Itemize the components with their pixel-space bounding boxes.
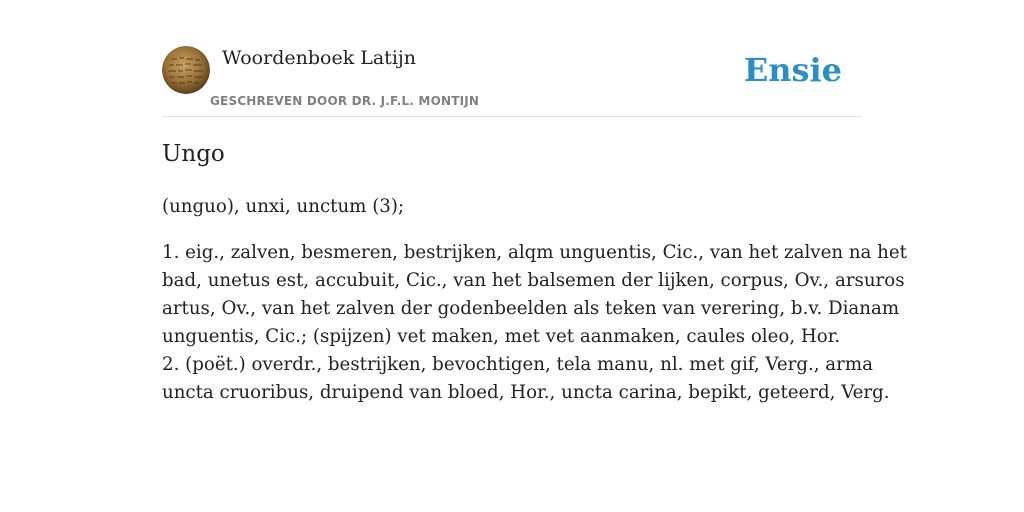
entry-headword: Ungo — [162, 141, 225, 167]
definition-line: unguentis, Cic.; (spijzen) vet maken, met vet aanmaken, caules oleo, Hor. — [162, 326, 841, 347]
site-header — [162, 0, 862, 117]
definition-line: bad, unetus est, accubuit, Cic., van het balsemen der lijken, corpus, Ov., arsuros — [162, 270, 905, 291]
author-byline: GESCHREVEN DOOR DR. J.F.L. MONTIJN — [210, 94, 480, 108]
page — [162, 0, 907, 403]
definition-line: 1. eig., zalven, besmeren, bestrijken, alqm unguentis, Cic., van het zalven na het — [162, 242, 907, 263]
definition-line: 2. (poët.) overdr., bestrijken, bevochtigen, tela manu, nl. met gif, Verg., arma — [162, 354, 873, 375]
book-avatar-icon[interactable] — [162, 46, 210, 94]
definition-line: uncta cruoribus, druipend van bloed, Hor., uncta carina, bepikt, geteerd, Verg. — [162, 382, 890, 403]
ensie-logo[interactable]: Ensie — [743, 51, 842, 89]
definition-line: artus, Ov., van het zalven der godenbeelden als teken van verering, b.v. Dianam — [162, 298, 900, 319]
entry-forms: (unguo), unxi, unctum (3); — [162, 196, 405, 217]
entry-definition — [162, 239, 907, 407]
book-title[interactable]: Woordenboek Latijn — [222, 47, 417, 69]
